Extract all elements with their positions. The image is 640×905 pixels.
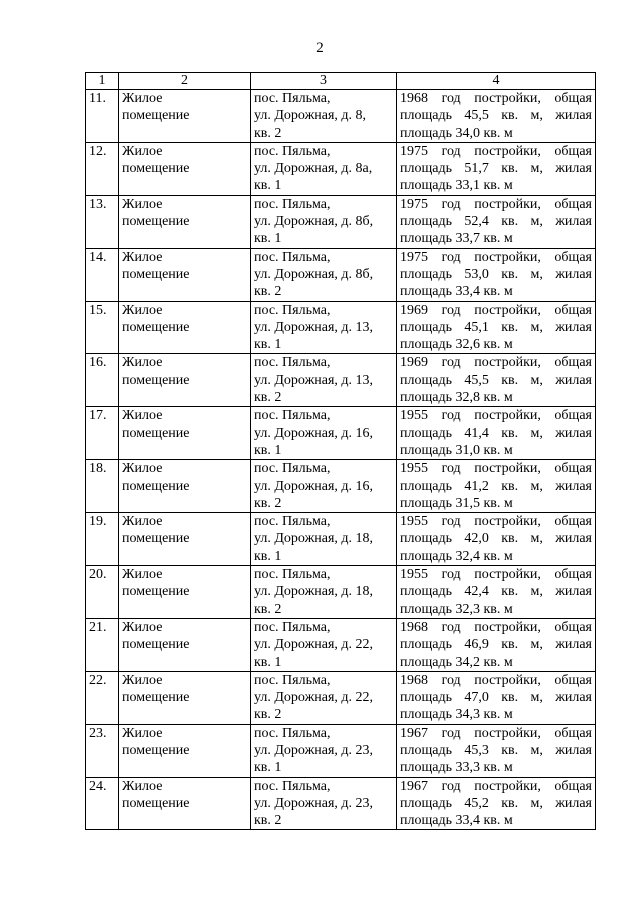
address-cell — [251, 618, 397, 671]
address-line: пос. Пяльма, — [254, 196, 331, 212]
description-cell: 1975 год постройки, общая площадь 52,4 кв. м, жилая площадь 33,7 кв. м — [397, 195, 596, 248]
address-line: кв. 1 — [254, 337, 282, 353]
description-cell: 1955 год постройки, общая площадь 41,2 кв. м, жилая площадь 31,5 кв. м — [397, 460, 596, 513]
address-cell — [251, 248, 397, 301]
property-type-cell — [119, 724, 251, 777]
row-number: 22. — [86, 671, 119, 724]
address-line: ул. Дорожная, д. 18, — [254, 584, 374, 600]
property-type-line: помещение — [122, 161, 190, 177]
property-type-line: Жилое — [122, 672, 163, 688]
address-line: ул. Дорожная, д. 8б, — [254, 214, 374, 230]
description-cell: 1967 год постройки, общая площадь 45,2 кв. м, жилая площадь 33,4 кв. м — [397, 777, 596, 830]
row-number: 17. — [86, 407, 119, 460]
address-line: пос. Пяльма, — [254, 355, 331, 371]
property-type-cell — [119, 301, 251, 354]
address-line: пос. Пяльма, — [254, 408, 331, 424]
address-line: пос. Пяльма, — [254, 778, 331, 794]
table-row — [86, 354, 596, 407]
address-line: кв. 1 — [254, 760, 282, 776]
header-col-1: 1 — [86, 73, 119, 90]
table-row — [86, 90, 596, 143]
address-line: пос. Пяльма, — [254, 514, 331, 530]
property-type-cell — [119, 618, 251, 671]
property-type-line: Жилое — [122, 778, 163, 794]
address-line: кв. 1 — [254, 231, 282, 247]
address-line: пос. Пяльма, — [254, 567, 331, 583]
address-line: пос. Пяльма, — [254, 91, 331, 106]
row-number: 21. — [86, 618, 119, 671]
property-type-line: помещение — [122, 372, 190, 388]
address-line: кв. 2 — [254, 707, 282, 723]
row-number: 15. — [86, 301, 119, 354]
table-body — [86, 90, 596, 830]
property-type-cell — [119, 777, 251, 830]
property-type-line: помещение — [122, 742, 190, 758]
page-number: 2 — [316, 40, 324, 56]
property-type-line: Жилое — [122, 355, 163, 371]
address-line: ул. Дорожная, д. 23, — [254, 742, 374, 758]
table-row — [86, 618, 596, 671]
property-type-line: Жилое — [122, 302, 163, 318]
property-type-line: помещение — [122, 795, 190, 811]
address-line: ул. Дорожная, д. 8б, — [254, 266, 374, 282]
property-type-cell — [119, 354, 251, 407]
table-header — [86, 73, 596, 90]
property-type-line: помещение — [122, 214, 190, 230]
property-type-line: помещение — [122, 266, 190, 282]
header-col-3: 3 — [251, 73, 397, 90]
property-type-line: Жилое — [122, 196, 163, 212]
address-cell — [251, 724, 397, 777]
address-cell — [251, 460, 397, 513]
property-type-cell — [119, 513, 251, 566]
header-col-2: 2 — [119, 73, 251, 90]
property-type-cell — [119, 142, 251, 195]
property-type-line: помещение — [122, 108, 190, 124]
row-number: 20. — [86, 566, 119, 619]
property-type-line: помещение — [122, 531, 190, 547]
address-line: ул. Дорожная, д. 23, — [254, 795, 374, 811]
header-col-4: 4 — [397, 73, 596, 90]
address-cell — [251, 671, 397, 724]
address-line: ул. Дорожная, д. 22, — [254, 637, 374, 653]
address-cell — [251, 90, 397, 143]
address-line: кв. 2 — [254, 125, 282, 141]
address-line: ул. Дорожная, д. 16, — [254, 478, 374, 494]
description-cell: 1968 год постройки, общая площадь 46,9 кв. м, жилая площадь 34,2 кв. м — [397, 618, 596, 671]
property-type-cell — [119, 671, 251, 724]
address-line: пос. Пяльма, — [254, 619, 331, 635]
address-cell — [251, 566, 397, 619]
table-row — [86, 566, 596, 619]
address-line: кв. 1 — [254, 654, 282, 670]
address-line: ул. Дорожная, д. 16, — [254, 425, 374, 441]
property-type-line: Жилое — [122, 461, 163, 477]
row-number: 11. — [86, 90, 119, 143]
property-type-line: Жилое — [122, 514, 163, 530]
property-type-line: Жилое — [122, 249, 163, 265]
address-line: ул. Дорожная, д. 13, — [254, 319, 374, 335]
row-number: 24. — [86, 777, 119, 830]
header-row — [86, 73, 596, 90]
property-type-line: помещение — [122, 584, 190, 600]
address-cell — [251, 142, 397, 195]
property-type-line: Жилое — [122, 619, 163, 635]
address-cell — [251, 407, 397, 460]
property-type-line: помещение — [122, 637, 190, 653]
property-type-cell — [119, 248, 251, 301]
address-line: ул. Дорожная, д. 18, — [254, 531, 374, 547]
table-row — [86, 777, 596, 830]
address-line: кв. 2 — [254, 495, 282, 511]
row-number: 18. — [86, 460, 119, 513]
property-type-cell — [119, 460, 251, 513]
row-number: 23. — [86, 724, 119, 777]
property-type-line: Жилое — [122, 725, 163, 741]
address-line: кв. 1 — [254, 548, 282, 564]
property-type-cell — [119, 195, 251, 248]
property-type-cell — [119, 90, 251, 143]
property-type-line: Жилое — [122, 91, 163, 106]
table-row — [86, 248, 596, 301]
table-row — [86, 460, 596, 513]
address-line: пос. Пяльма, — [254, 461, 331, 477]
address-cell — [251, 354, 397, 407]
row-number: 16. — [86, 354, 119, 407]
address-line: кв. 2 — [254, 601, 282, 617]
table-row — [86, 195, 596, 248]
property-type-cell — [119, 566, 251, 619]
address-line: ул. Дорожная, д. 8а, — [254, 161, 373, 177]
address-cell — [251, 301, 397, 354]
address-line: кв. 1 — [254, 442, 282, 458]
table-row — [86, 407, 596, 460]
address-line: пос. Пяльма, — [254, 672, 331, 688]
table-row — [86, 301, 596, 354]
property-type-line: Жилое — [122, 143, 163, 159]
address-line: ул. Дорожная, д. 8, — [254, 108, 367, 124]
address-line: пос. Пяльма, — [254, 249, 331, 265]
description-cell: 1968 год постройки, общая площадь 47,0 кв. м, жилая площадь 34,3 кв. м — [397, 671, 596, 724]
description-cell: 1975 год постройки, общая площадь 53,0 кв. м, жилая площадь 33,4 кв. м — [397, 248, 596, 301]
table-row — [86, 513, 596, 566]
property-type-line: помещение — [122, 319, 190, 335]
row-number: 14. — [86, 248, 119, 301]
property-register-table — [85, 72, 596, 830]
property-type-cell — [119, 407, 251, 460]
description-cell: 1955 год постройки, общая площадь 41,4 кв. м, жилая площадь 31,0 кв. м — [397, 407, 596, 460]
address-line: ул. Дорожная, д. 13, — [254, 372, 374, 388]
description-cell: 1969 год постройки, общая площадь 45,5 кв. м, жилая площадь 32,8 кв. м — [397, 354, 596, 407]
property-type-line: помещение — [122, 425, 190, 441]
address-line: кв. 1 — [254, 178, 282, 194]
address-cell — [251, 513, 397, 566]
description-cell: 1967 год постройки, общая площадь 45,3 кв. м, жилая площадь 33,3 кв. м — [397, 724, 596, 777]
table-row — [86, 724, 596, 777]
property-type-line: Жилое — [122, 408, 163, 424]
description-cell: 1955 год постройки, общая площадь 42,0 кв. м, жилая площадь 32,4 кв. м — [397, 513, 596, 566]
table-row — [86, 142, 596, 195]
row-number: 19. — [86, 513, 119, 566]
description-cell: 1968 год постройки, общая площадь 45,5 кв. м, жилая площадь 34,0 кв. м — [397, 90, 596, 143]
property-type-line: Жилое — [122, 567, 163, 583]
address-cell — [251, 195, 397, 248]
property-type-line: помещение — [122, 478, 190, 494]
address-line: пос. Пяльма, — [254, 302, 331, 318]
address-line: ул. Дорожная, д. 22, — [254, 690, 374, 706]
address-line: пос. Пяльма, — [254, 143, 331, 159]
property-type-line: помещение — [122, 690, 190, 706]
address-line: кв. 2 — [254, 284, 282, 300]
row-number: 12. — [86, 142, 119, 195]
address-cell — [251, 777, 397, 830]
address-line: кв. 2 — [254, 390, 282, 406]
description-cell: 1955 год постройки, общая площадь 42,4 кв. м, жилая площадь 32,3 кв. м — [397, 566, 596, 619]
address-line: пос. Пяльма, — [254, 725, 331, 741]
description-cell: 1975 год постройки, общая площадь 51,7 кв. м, жилая площадь 33,1 кв. м — [397, 142, 596, 195]
table-row — [86, 671, 596, 724]
address-line: кв. 2 — [254, 813, 282, 829]
row-number: 13. — [86, 195, 119, 248]
description-cell: 1969 год постройки, общая площадь 45,1 кв. м, жилая площадь 32,6 кв. м — [397, 301, 596, 354]
